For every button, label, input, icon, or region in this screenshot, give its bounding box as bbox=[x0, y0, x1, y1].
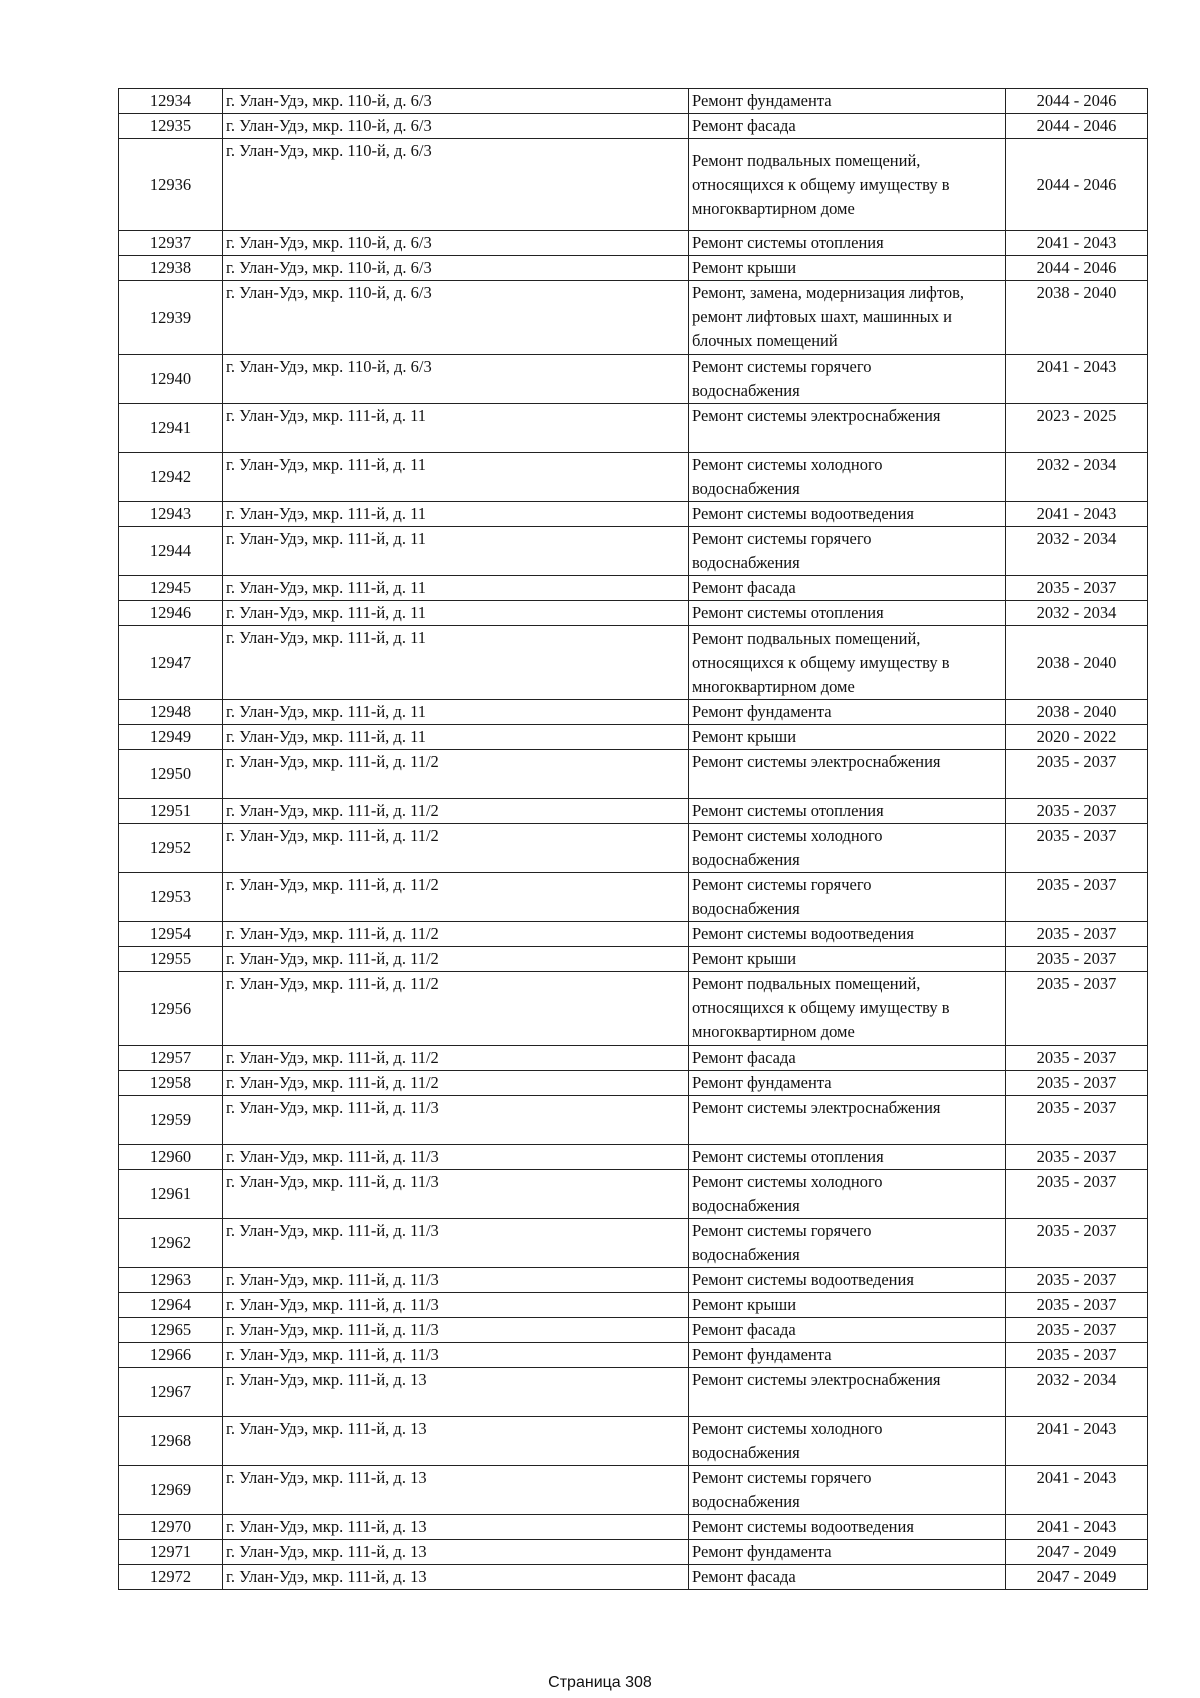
work-type-cell bbox=[689, 601, 1006, 626]
work-type-cell bbox=[689, 502, 1006, 527]
row-number: 12957 bbox=[119, 1046, 223, 1071]
table-row bbox=[119, 576, 1148, 601]
period-cell: 2035 - 2037 bbox=[1006, 922, 1148, 947]
work-type-cell bbox=[689, 453, 1006, 502]
table-row bbox=[119, 824, 1148, 873]
work-type-cell bbox=[689, 114, 1006, 139]
address-cell: г. Улан-Удэ, мкр. 111-й, д. 11/2 bbox=[223, 922, 689, 947]
work-type-cell bbox=[689, 139, 1006, 231]
row-number: 12950 bbox=[119, 750, 223, 799]
row-number: 12956 bbox=[119, 972, 223, 1046]
work-type-line: Ремонт фасада bbox=[692, 1048, 796, 1067]
address-cell: г. Улан-Удэ, мкр. 111-й, д. 11/3 bbox=[223, 1096, 689, 1145]
table-row bbox=[119, 1145, 1148, 1170]
work-type-line: многоквартирном доме bbox=[692, 676, 855, 696]
address-cell: г. Улан-Удэ, мкр. 111-й, д. 11/3 bbox=[223, 1268, 689, 1293]
table-row bbox=[119, 453, 1148, 502]
row-number: 12962 bbox=[119, 1219, 223, 1268]
period-cell: 2032 - 2034 bbox=[1006, 527, 1148, 576]
work-type-line: относящихся к общему имуществу в bbox=[692, 998, 950, 1017]
work-type-cell bbox=[689, 256, 1006, 281]
address-cell: г. Улан-Удэ, мкр. 111-й, д. 11/2 bbox=[223, 750, 689, 799]
table-row bbox=[119, 231, 1148, 256]
address-cell: г. Улан-Удэ, мкр. 110-й, д. 6/3 bbox=[223, 231, 689, 256]
work-type-line: Ремонт фасада bbox=[692, 578, 796, 597]
address-cell: г. Улан-Удэ, мкр. 111-й, д. 11 bbox=[223, 576, 689, 601]
period-cell: 2035 - 2037 bbox=[1006, 799, 1148, 824]
table-row bbox=[119, 725, 1148, 750]
work-type-line: Ремонт системы отопления bbox=[692, 233, 884, 252]
address-cell: г. Улан-Удэ, мкр. 111-й, д. 11/2 bbox=[223, 873, 689, 922]
row-number: 12940 bbox=[119, 355, 223, 404]
work-type-line: водоснабжения bbox=[692, 850, 800, 869]
period-cell: 2044 - 2046 bbox=[1006, 256, 1148, 281]
work-type-cell bbox=[689, 355, 1006, 404]
table-row bbox=[119, 1515, 1148, 1540]
period-cell: 2047 - 2049 bbox=[1006, 1540, 1148, 1565]
address-cell: г. Улан-Удэ, мкр. 111-й, д. 13 bbox=[223, 1368, 689, 1417]
row-number: 12955 bbox=[119, 947, 223, 972]
work-type-line: Ремонт фундамента bbox=[692, 1073, 832, 1092]
address-cell: г. Улан-Удэ, мкр. 111-й, д. 13 bbox=[223, 1466, 689, 1515]
row-number: 12951 bbox=[119, 799, 223, 824]
row-number: 12943 bbox=[119, 502, 223, 527]
period-cell: 2044 - 2046 bbox=[1006, 139, 1148, 231]
work-type-cell bbox=[689, 922, 1006, 947]
work-type-cell bbox=[689, 750, 1006, 799]
work-type-line: Ремонт фундамента bbox=[692, 91, 832, 110]
period-cell: 2035 - 2037 bbox=[1006, 1219, 1148, 1268]
table-row bbox=[119, 1368, 1148, 1417]
row-number: 12953 bbox=[119, 873, 223, 922]
period-cell: 2032 - 2034 bbox=[1006, 453, 1148, 502]
work-type-cell bbox=[689, 1046, 1006, 1071]
work-type-line: ремонт лифтовых шахт, машинных и bbox=[692, 307, 952, 326]
work-type-line: Ремонт системы водоотведения bbox=[692, 1270, 914, 1289]
work-type-line: Ремонт крыши bbox=[692, 1295, 797, 1314]
table-row bbox=[119, 1318, 1148, 1343]
work-type-line: Ремонт системы электроснабжения bbox=[692, 752, 941, 771]
address-cell: г. Улан-Удэ, мкр. 111-й, д. 11/2 bbox=[223, 1071, 689, 1096]
work-type-cell bbox=[689, 404, 1006, 453]
work-type-line: Ремонт подвальных помещений, bbox=[692, 150, 921, 170]
table-row bbox=[119, 1466, 1148, 1515]
table-row bbox=[119, 799, 1148, 824]
table-row bbox=[119, 256, 1148, 281]
work-type-cell bbox=[689, 1565, 1006, 1590]
row-number: 12966 bbox=[119, 1343, 223, 1368]
table-row bbox=[119, 1417, 1148, 1466]
work-type-line: многоквартирном доме bbox=[692, 198, 855, 218]
period-cell: 2041 - 2043 bbox=[1006, 1466, 1148, 1515]
work-type-line: Ремонт системы электроснабжения bbox=[692, 406, 941, 425]
period-cell: 2035 - 2037 bbox=[1006, 576, 1148, 601]
table-row bbox=[119, 972, 1148, 1046]
row-number: 12935 bbox=[119, 114, 223, 139]
row-number: 12969 bbox=[119, 1466, 223, 1515]
row-number: 12946 bbox=[119, 601, 223, 626]
address-cell: г. Улан-Удэ, мкр. 111-й, д. 11 bbox=[223, 725, 689, 750]
work-type-line: многоквартирном доме bbox=[692, 1022, 855, 1041]
table-row bbox=[119, 1293, 1148, 1318]
period-cell: 2035 - 2037 bbox=[1006, 750, 1148, 799]
table-row bbox=[119, 527, 1148, 576]
row-number: 12941 bbox=[119, 404, 223, 453]
period-cell: 2032 - 2034 bbox=[1006, 601, 1148, 626]
address-cell: г. Улан-Удэ, мкр. 110-й, д. 6/3 bbox=[223, 139, 689, 231]
address-cell: г. Улан-Удэ, мкр. 111-й, д. 11 bbox=[223, 626, 689, 700]
row-number: 12934 bbox=[119, 89, 223, 114]
work-type-line: водоснабжения bbox=[692, 1443, 800, 1462]
work-type-line: водоснабжения bbox=[692, 899, 800, 918]
period-cell: 2032 - 2034 bbox=[1006, 1368, 1148, 1417]
address-cell: г. Улан-Удэ, мкр. 110-й, д. 6/3 bbox=[223, 114, 689, 139]
work-type-line: водоснабжения bbox=[692, 553, 800, 572]
work-type-cell bbox=[689, 231, 1006, 256]
table-row bbox=[119, 1096, 1148, 1145]
work-type-cell bbox=[689, 1071, 1006, 1096]
work-type-line: относящихся к общему имуществу в bbox=[692, 174, 950, 194]
period-cell: 2047 - 2049 bbox=[1006, 1565, 1148, 1590]
address-cell: г. Улан-Удэ, мкр. 110-й, д. 6/3 bbox=[223, 355, 689, 404]
address-cell: г. Улан-Удэ, мкр. 111-й, д. 11 bbox=[223, 404, 689, 453]
table-row bbox=[119, 89, 1148, 114]
work-type-line: Ремонт, замена, модернизация лифтов, bbox=[692, 283, 965, 302]
table-row bbox=[119, 1071, 1148, 1096]
period-cell: 2041 - 2043 bbox=[1006, 1515, 1148, 1540]
period-cell: 2035 - 2037 bbox=[1006, 1071, 1148, 1096]
table-row bbox=[119, 1046, 1148, 1071]
period-cell: 2035 - 2037 bbox=[1006, 1046, 1148, 1071]
work-type-line: водоснабжения bbox=[692, 381, 800, 400]
row-number: 12963 bbox=[119, 1268, 223, 1293]
row-number: 12936 bbox=[119, 139, 223, 231]
table-row bbox=[119, 1565, 1148, 1590]
address-cell: г. Улан-Удэ, мкр. 111-й, д. 13 bbox=[223, 1565, 689, 1590]
period-cell: 2023 - 2025 bbox=[1006, 404, 1148, 453]
work-type-line: Ремонт фундамента bbox=[692, 1542, 832, 1561]
work-type-line: Ремонт системы электроснабжения bbox=[692, 1098, 941, 1117]
work-type-cell bbox=[689, 873, 1006, 922]
address-cell: г. Улан-Удэ, мкр. 111-й, д. 11/3 bbox=[223, 1318, 689, 1343]
address-cell: г. Улан-Удэ, мкр. 111-й, д. 11/3 bbox=[223, 1293, 689, 1318]
work-type-cell bbox=[689, 1219, 1006, 1268]
work-type-cell bbox=[689, 725, 1006, 750]
row-number: 12971 bbox=[119, 1540, 223, 1565]
period-cell: 2038 - 2040 bbox=[1006, 700, 1148, 725]
work-type-line: Ремонт подвальных помещений, bbox=[692, 974, 921, 993]
period-cell: 2035 - 2037 bbox=[1006, 1268, 1148, 1293]
address-cell: г. Улан-Удэ, мкр. 111-й, д. 11/3 bbox=[223, 1145, 689, 1170]
period-cell: 2035 - 2037 bbox=[1006, 1318, 1148, 1343]
work-type-line: Ремонт системы горячего bbox=[692, 529, 872, 548]
table-row bbox=[119, 1268, 1148, 1293]
work-type-line: Ремонт системы горячего bbox=[692, 875, 872, 894]
row-number: 12939 bbox=[119, 281, 223, 355]
period-cell: 2035 - 2037 bbox=[1006, 972, 1148, 1046]
work-type-line: Ремонт системы отопления bbox=[692, 801, 884, 820]
work-type-line: относящихся к общему имуществу в bbox=[692, 652, 950, 672]
table-body bbox=[119, 89, 1148, 1590]
work-type-cell bbox=[689, 576, 1006, 601]
address-cell: г. Улан-Удэ, мкр. 110-й, д. 6/3 bbox=[223, 89, 689, 114]
work-type-cell bbox=[689, 700, 1006, 725]
work-type-cell bbox=[689, 1417, 1006, 1466]
period-cell: 2035 - 2037 bbox=[1006, 1170, 1148, 1219]
row-number: 12959 bbox=[119, 1096, 223, 1145]
period-cell: 2041 - 2043 bbox=[1006, 1417, 1148, 1466]
work-type-line: Ремонт фундамента bbox=[692, 1345, 832, 1364]
period-cell: 2035 - 2037 bbox=[1006, 947, 1148, 972]
work-type-line: Ремонт крыши bbox=[692, 727, 797, 746]
address-cell: г. Улан-Удэ, мкр. 110-й, д. 6/3 bbox=[223, 281, 689, 355]
work-type-line: Ремонт системы отопления bbox=[692, 1147, 884, 1166]
work-type-cell bbox=[689, 1466, 1006, 1515]
work-type-cell bbox=[689, 89, 1006, 114]
work-type-cell bbox=[689, 824, 1006, 873]
work-type-line: водоснабжения bbox=[692, 1492, 800, 1511]
work-type-line: Ремонт подвальных помещений, bbox=[692, 628, 921, 648]
address-cell: г. Улан-Удэ, мкр. 111-й, д. 11 bbox=[223, 453, 689, 502]
work-type-cell bbox=[689, 947, 1006, 972]
period-cell: 2041 - 2043 bbox=[1006, 502, 1148, 527]
work-type-line: Ремонт системы холодного bbox=[692, 1172, 883, 1191]
address-cell: г. Улан-Удэ, мкр. 111-й, д. 11 bbox=[223, 502, 689, 527]
address-cell: г. Улан-Удэ, мкр. 111-й, д. 11 bbox=[223, 601, 689, 626]
table-row bbox=[119, 700, 1148, 725]
work-type-line: Ремонт системы водоотведения bbox=[692, 504, 914, 523]
row-number: 12937 bbox=[119, 231, 223, 256]
work-type-line: Ремонт системы электроснабжения bbox=[692, 1370, 941, 1389]
work-type-line: Ремонт системы горячего bbox=[692, 1221, 872, 1240]
work-type-cell bbox=[689, 1343, 1006, 1368]
period-cell: 2035 - 2037 bbox=[1006, 873, 1148, 922]
work-type-cell bbox=[689, 626, 1006, 700]
period-cell: 2035 - 2037 bbox=[1006, 1096, 1148, 1145]
period-cell: 2041 - 2043 bbox=[1006, 231, 1148, 256]
address-cell: г. Улан-Удэ, мкр. 111-й, д. 11 bbox=[223, 700, 689, 725]
work-type-cell bbox=[689, 972, 1006, 1046]
work-type-line: Ремонт фасада bbox=[692, 116, 796, 135]
table-row bbox=[119, 947, 1148, 972]
work-type-line: Ремонт крыши bbox=[692, 949, 797, 968]
work-type-cell bbox=[689, 527, 1006, 576]
work-type-line: водоснабжения bbox=[692, 1245, 800, 1264]
period-cell: 2035 - 2037 bbox=[1006, 1293, 1148, 1318]
work-type-line: Ремонт системы холодного bbox=[692, 1419, 883, 1438]
row-number: 12958 bbox=[119, 1071, 223, 1096]
table-row bbox=[119, 601, 1148, 626]
work-type-line: Ремонт системы отопления bbox=[692, 603, 884, 622]
row-number: 12964 bbox=[119, 1293, 223, 1318]
work-type-line: Ремонт системы горячего bbox=[692, 357, 872, 376]
address-cell: г. Улан-Удэ, мкр. 111-й, д. 11/3 bbox=[223, 1170, 689, 1219]
address-cell: г. Улан-Удэ, мкр. 111-й, д. 11/3 bbox=[223, 1219, 689, 1268]
row-number: 12949 bbox=[119, 725, 223, 750]
address-cell: г. Улан-Удэ, мкр. 111-й, д. 11/2 bbox=[223, 972, 689, 1046]
table-row bbox=[119, 139, 1148, 231]
table-row bbox=[119, 873, 1148, 922]
work-type-line: Ремонт системы водоотведения bbox=[692, 924, 914, 943]
row-number: 12938 bbox=[119, 256, 223, 281]
work-type-cell bbox=[689, 1268, 1006, 1293]
table-row bbox=[119, 626, 1148, 700]
work-type-cell bbox=[689, 1540, 1006, 1565]
row-number: 12945 bbox=[119, 576, 223, 601]
work-type-line: блочных помещений bbox=[692, 331, 838, 350]
repair-schedule-table bbox=[118, 88, 1148, 1590]
period-cell: 2035 - 2037 bbox=[1006, 1343, 1148, 1368]
work-type-cell bbox=[689, 281, 1006, 355]
address-cell: г. Улан-Удэ, мкр. 110-й, д. 6/3 bbox=[223, 256, 689, 281]
row-number: 12942 bbox=[119, 453, 223, 502]
address-cell: г. Улан-Удэ, мкр. 111-й, д. 11/2 bbox=[223, 947, 689, 972]
table-row bbox=[119, 355, 1148, 404]
table-row bbox=[119, 1540, 1148, 1565]
address-cell: г. Улан-Удэ, мкр. 111-й, д. 11/2 bbox=[223, 1046, 689, 1071]
work-type-cell bbox=[689, 799, 1006, 824]
row-number: 12972 bbox=[119, 1565, 223, 1590]
work-type-line: Ремонт системы горячего bbox=[692, 1468, 872, 1487]
table-row bbox=[119, 281, 1148, 355]
period-cell: 2041 - 2043 bbox=[1006, 355, 1148, 404]
work-type-cell bbox=[689, 1145, 1006, 1170]
row-number: 12947 bbox=[119, 626, 223, 700]
work-type-line: водоснабжения bbox=[692, 479, 800, 498]
row-number: 12948 bbox=[119, 700, 223, 725]
work-type-line: Ремонт фасада bbox=[692, 1567, 796, 1586]
row-number: 12961 bbox=[119, 1170, 223, 1219]
table-row bbox=[119, 114, 1148, 139]
row-number: 12952 bbox=[119, 824, 223, 873]
address-cell: г. Улан-Удэ, мкр. 111-й, д. 11/3 bbox=[223, 1343, 689, 1368]
row-number: 12960 bbox=[119, 1145, 223, 1170]
work-type-line: Ремонт системы холодного bbox=[692, 455, 883, 474]
work-type-cell bbox=[689, 1515, 1006, 1540]
table-row bbox=[119, 1343, 1148, 1368]
work-type-cell bbox=[689, 1293, 1006, 1318]
work-type-line: Ремонт фундамента bbox=[692, 702, 832, 721]
table-row bbox=[119, 1170, 1148, 1219]
period-cell: 2038 - 2040 bbox=[1006, 281, 1148, 355]
address-cell: г. Улан-Удэ, мкр. 111-й, д. 11/2 bbox=[223, 824, 689, 873]
table-row bbox=[119, 922, 1148, 947]
work-type-line: Ремонт системы холодного bbox=[692, 826, 883, 845]
row-number: 12965 bbox=[119, 1318, 223, 1343]
work-type-line: Ремонт крыши bbox=[692, 258, 797, 277]
period-cell: 2035 - 2037 bbox=[1006, 1145, 1148, 1170]
work-type-cell bbox=[689, 1096, 1006, 1145]
period-cell: 2044 - 2046 bbox=[1006, 114, 1148, 139]
address-cell: г. Улан-Удэ, мкр. 111-й, д. 11/2 bbox=[223, 799, 689, 824]
work-type-cell bbox=[689, 1170, 1006, 1219]
address-cell: г. Улан-Удэ, мкр. 111-й, д. 11 bbox=[223, 527, 689, 576]
period-cell: 2044 - 2046 bbox=[1006, 89, 1148, 114]
table-row bbox=[119, 750, 1148, 799]
row-number: 12944 bbox=[119, 527, 223, 576]
address-cell: г. Улан-Удэ, мкр. 111-й, д. 13 bbox=[223, 1515, 689, 1540]
address-cell: г. Улан-Удэ, мкр. 111-й, д. 13 bbox=[223, 1417, 689, 1466]
row-number: 12968 bbox=[119, 1417, 223, 1466]
work-type-cell bbox=[689, 1318, 1006, 1343]
work-type-line: водоснабжения bbox=[692, 1196, 800, 1215]
table-row bbox=[119, 502, 1148, 527]
work-type-line: Ремонт системы водоотведения bbox=[692, 1517, 914, 1536]
row-number: 12967 bbox=[119, 1368, 223, 1417]
work-type-cell bbox=[689, 1368, 1006, 1417]
row-number: 12954 bbox=[119, 922, 223, 947]
address-cell: г. Улан-Удэ, мкр. 111-й, д. 13 bbox=[223, 1540, 689, 1565]
work-type-line: Ремонт фасада bbox=[692, 1320, 796, 1339]
row-number: 12970 bbox=[119, 1515, 223, 1540]
document-sheet bbox=[118, 88, 1147, 1590]
page-number: Страница 308 bbox=[548, 1674, 652, 1691]
period-cell: 2038 - 2040 bbox=[1006, 626, 1148, 700]
period-cell: 2020 - 2022 bbox=[1006, 725, 1148, 750]
period-cell: 2035 - 2037 bbox=[1006, 824, 1148, 873]
table-row bbox=[119, 1219, 1148, 1268]
table-row bbox=[119, 404, 1148, 453]
